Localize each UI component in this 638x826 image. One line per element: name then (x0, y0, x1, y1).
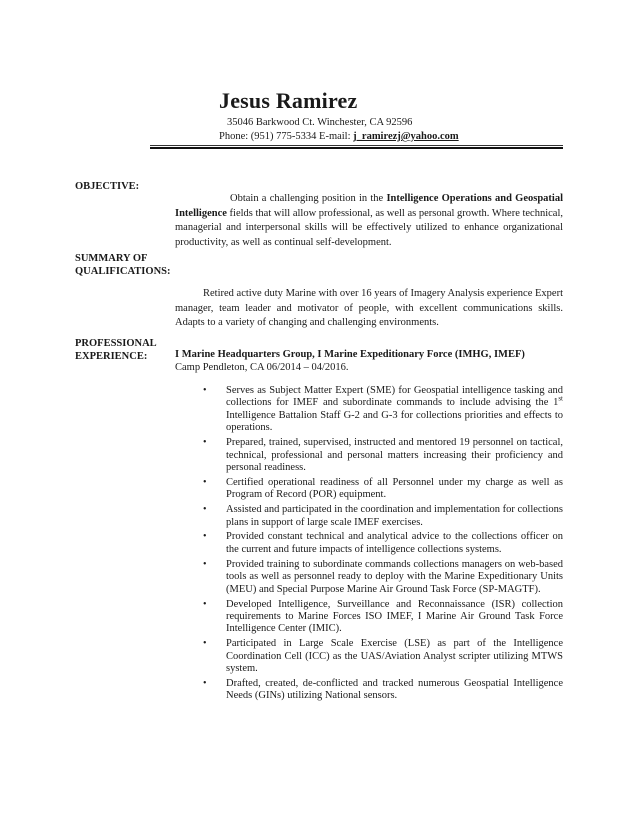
duty-item (200, 477, 563, 502)
duty-list (200, 385, 563, 705)
objective-text-bold: Intelligence Operations and Geospatial Intelligence (175, 193, 563, 219)
experience-label-line2: EXPERIENCE: (75, 351, 148, 362)
duty-text: Provided training to subordinate commands collections managers on web-based tools as well as personnel ready to deploy with the Marine Expeditionary Units (MEU) and Special Purpose Marine Air Ground Task Force (SP-MAGTF). (226, 558, 563, 595)
summary-label-line2: QUALIFICATIONS: (75, 266, 171, 277)
duty-text-superscript: st (558, 394, 563, 403)
duty-item (200, 504, 563, 529)
bullet-icon: • (203, 531, 207, 543)
duty-item (200, 385, 563, 435)
duty-text: Provided constant technical and analytical advice to the collections officer on the current and future impacts of intelligence collections systems. (226, 531, 563, 555)
candidate-name: Jesus Ramirez (219, 88, 358, 113)
bullet-icon: • (203, 385, 207, 396)
bullet-icon: • (203, 476, 207, 488)
address-line: 35046 Barkwood Ct. Winchester, CA 92596 (227, 117, 413, 128)
phone-text: Phone: (951) 775-5334 E-mail: (219, 131, 354, 142)
duty-item (200, 678, 563, 703)
duty-text: Certified operational readiness of all Personnel under my charge as well as Program of Record (POR) equipment. (226, 476, 563, 501)
bullet-icon: • (203, 558, 207, 570)
duty-text: Prepared, trained, supervised, instructed and mentored 19 personnel on tactical, technical, professional and personal matters increasing their proficiency and personal readiness. (226, 437, 563, 473)
duty-text-post: Intelligence Battalion Staff G-2 and G-3 for collections priorities and effects to operations. (226, 409, 563, 434)
header-divider-thick (150, 147, 563, 149)
duty-item (200, 599, 563, 636)
duty-text: Developed Intelligence, Surveillance and Reconnaissance (ISR) collection requirements to Marine Forces ISO IMEF, I Marine Air Ground Task Force Intelligence Center (IMIC). (226, 598, 563, 635)
objective-label: OBJECTIVE: (75, 181, 140, 192)
duty-text: Participated in Large Scale Exercise (LSE) as part of the Intelligence Coordination Cell (ICC) as the UAS/Aviation Analyst scripter utilizing MTWS system. (226, 638, 563, 675)
experience-label (75, 337, 157, 363)
header-divider-thin (150, 145, 563, 146)
objective-text-post: fields that will allow professional, as well as personal growth. Where technical, managerial and interpersonal skills will be effectively utilized to enhance organizational productivity, as well as continual self-development. (175, 207, 563, 248)
summary-label-line1: SUMMARY OF (75, 253, 148, 264)
duty-item (200, 638, 563, 675)
contact-line (219, 131, 459, 142)
duty-text-pre: Serves as Subject Matter Expert (SME) for Geospatial intelligence tasking and collections for IMEF and subordinate commands to include advising the 1 (226, 385, 563, 409)
job-location-dates: Camp Pendleton, CA 06/2014 – 04/2016. (175, 362, 349, 373)
bullet-icon: • (203, 638, 207, 650)
duty-text: Drafted, created, de-conflicted and tracked numerous Geospatial Intelligence Needs (GINs) utilizing National sensors. (226, 677, 563, 702)
duty-item (200, 559, 563, 596)
job-title: I Marine Headquarters Group, I Marine Expeditionary Force (IMHG, IMEF) (175, 349, 525, 360)
bullet-icon: • (203, 437, 207, 449)
bullet-icon: • (203, 504, 207, 516)
experience-label-line1: PROFESSIONAL (75, 338, 157, 349)
summary-label (75, 252, 170, 278)
bullet-icon: • (203, 598, 207, 610)
bullet-icon: • (203, 677, 207, 689)
duty-text: Assisted and participated in the coordination and implementation for collections plans in support of large scale IMEF exercises. (226, 504, 563, 528)
email-link[interactable]: j_ramirezj@yahoo.com (353, 131, 459, 142)
duty-item (200, 531, 563, 556)
objective-text (175, 192, 563, 250)
duty-item (200, 437, 563, 474)
summary-text: Retired active duty Marine with over 16 years of Imagery Analysis experience Expert manager, team leader and motivator of people, with excellent communications skills. Adapts to a variety of changing and challenging environments. (175, 288, 563, 328)
objective-text-pre: Obtain a challenging position in the (230, 193, 387, 204)
